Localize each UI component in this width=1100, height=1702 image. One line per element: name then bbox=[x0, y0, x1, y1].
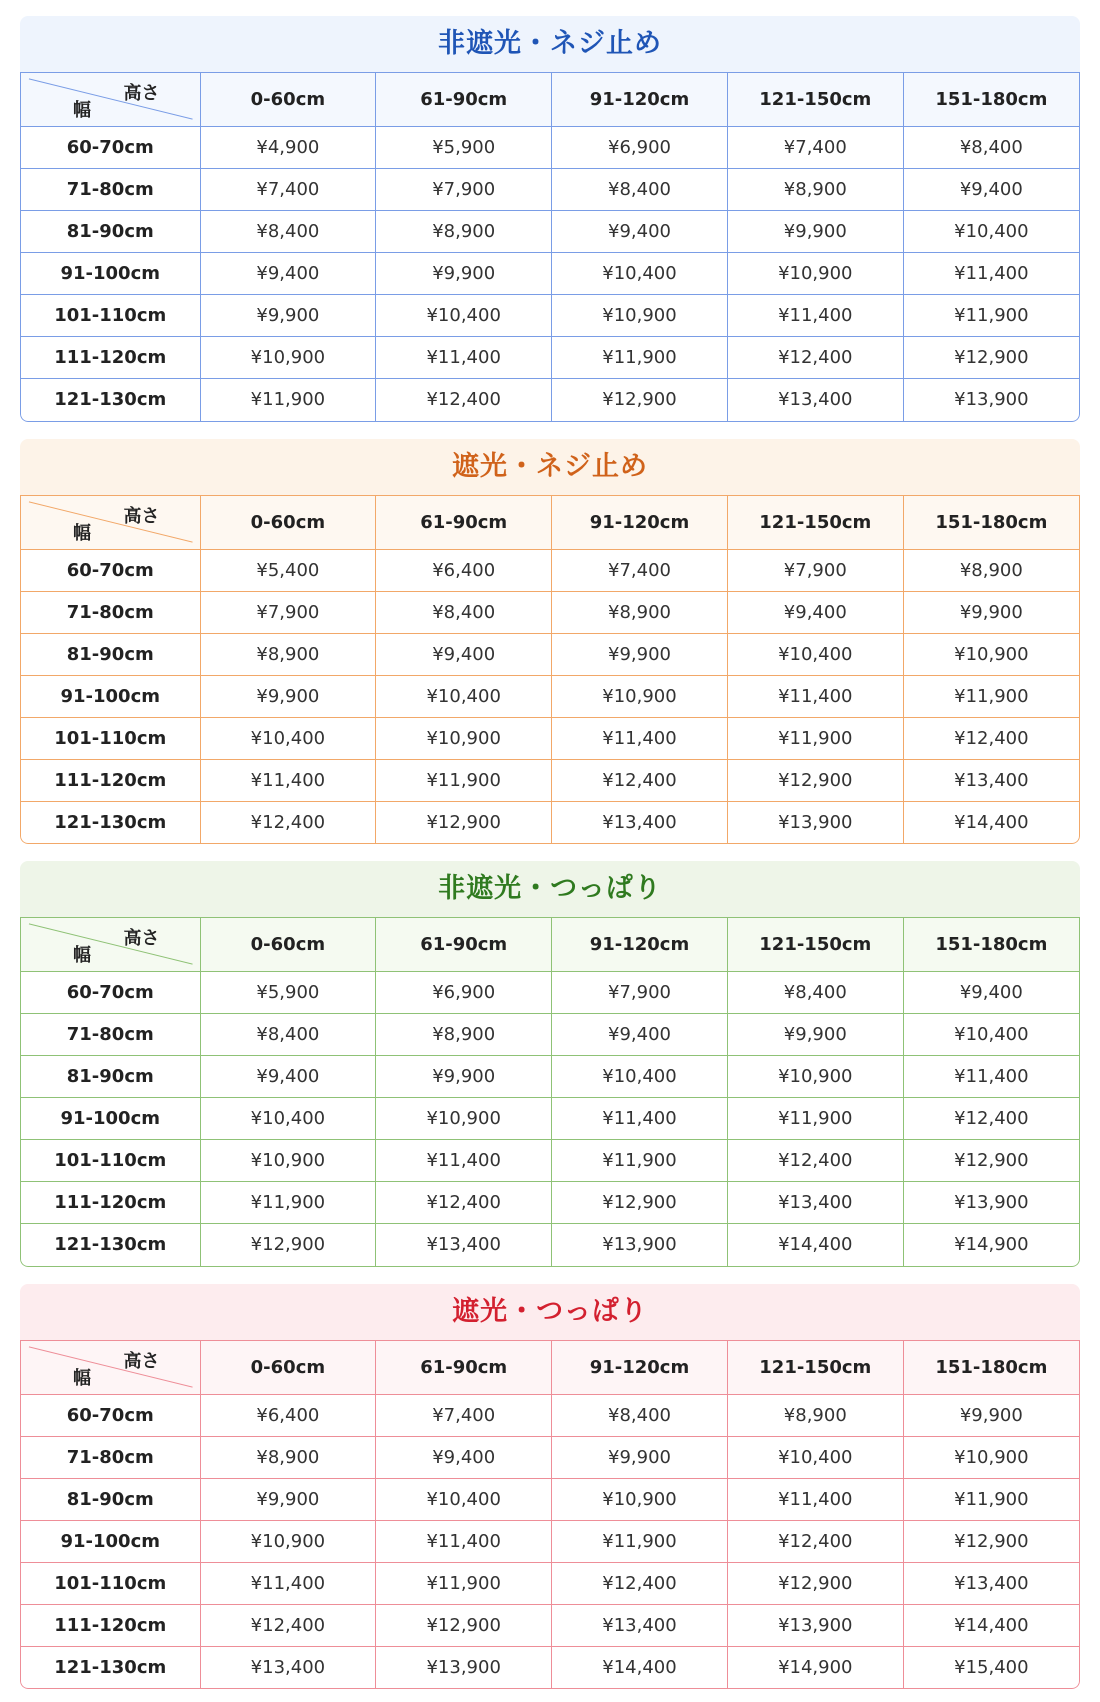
table-row bbox=[21, 633, 1079, 675]
table-row bbox=[21, 759, 1079, 801]
price-cell: ¥10,400 bbox=[200, 1098, 376, 1140]
price-cell: ¥14,400 bbox=[727, 1224, 903, 1266]
row-header: 60-70cm bbox=[21, 549, 200, 591]
price-cell: ¥11,900 bbox=[200, 1182, 376, 1224]
price-cell: ¥13,900 bbox=[903, 379, 1079, 421]
table-row bbox=[21, 1604, 1079, 1646]
column-header: 61-90cm bbox=[376, 495, 552, 549]
diagonal-divider bbox=[21, 496, 200, 549]
table-row bbox=[21, 1098, 1079, 1140]
price-cell: ¥11,400 bbox=[552, 1098, 728, 1140]
row-header: 71-80cm bbox=[21, 1436, 200, 1478]
price-cell: ¥12,900 bbox=[903, 1520, 1079, 1562]
corner-cell bbox=[21, 495, 200, 549]
table-row bbox=[21, 337, 1079, 379]
price-cell: ¥11,400 bbox=[727, 295, 903, 337]
price-cell: ¥6,400 bbox=[376, 549, 552, 591]
price-cell: ¥8,900 bbox=[903, 549, 1079, 591]
price-cell: ¥8,400 bbox=[200, 1014, 376, 1056]
column-header: 91-120cm bbox=[552, 1340, 728, 1394]
price-cell: ¥9,400 bbox=[200, 253, 376, 295]
price-cell: ¥10,400 bbox=[376, 675, 552, 717]
row-header: 91-100cm bbox=[21, 675, 200, 717]
price-cell: ¥7,400 bbox=[727, 127, 903, 169]
table-header-row bbox=[21, 73, 1079, 127]
column-header: 0-60cm bbox=[200, 1340, 376, 1394]
row-header: 121-130cm bbox=[21, 1646, 200, 1688]
width-axis-label: 幅 bbox=[73, 945, 91, 966]
width-axis-label: 幅 bbox=[73, 1367, 91, 1389]
column-header: 91-120cm bbox=[552, 918, 728, 972]
price-cell: ¥12,400 bbox=[727, 1520, 903, 1562]
price-cell: ¥14,400 bbox=[552, 1646, 728, 1688]
price-cell: ¥11,900 bbox=[376, 1562, 552, 1604]
price-cell: ¥13,400 bbox=[376, 1224, 552, 1266]
price-cell: ¥10,400 bbox=[727, 633, 903, 675]
table-row bbox=[21, 127, 1079, 169]
price-cell: ¥10,400 bbox=[200, 717, 376, 759]
price-cell: ¥13,900 bbox=[552, 1224, 728, 1266]
table-row bbox=[21, 1646, 1079, 1688]
table-row bbox=[21, 549, 1079, 591]
row-header: 71-80cm bbox=[21, 169, 200, 211]
column-header: 121-150cm bbox=[727, 1340, 903, 1394]
price-cell: ¥10,900 bbox=[200, 1140, 376, 1182]
price-cell: ¥11,900 bbox=[200, 379, 376, 421]
price-cell: ¥9,400 bbox=[727, 591, 903, 633]
table-row bbox=[21, 717, 1079, 759]
row-header: 60-70cm bbox=[21, 1394, 200, 1436]
column-header: 61-90cm bbox=[376, 918, 552, 972]
price-cell: ¥9,900 bbox=[903, 1394, 1079, 1436]
price-cell: ¥10,900 bbox=[552, 295, 728, 337]
column-header: 0-60cm bbox=[200, 495, 376, 549]
row-header: 91-100cm bbox=[21, 1098, 200, 1140]
price-cell: ¥10,900 bbox=[727, 1056, 903, 1098]
price-cell: ¥10,400 bbox=[552, 253, 728, 295]
table-row bbox=[21, 1140, 1079, 1182]
price-cell: ¥6,400 bbox=[200, 1394, 376, 1436]
row-header: 111-120cm bbox=[21, 1182, 200, 1224]
price-cell: ¥12,900 bbox=[903, 1140, 1079, 1182]
price-cell: ¥14,400 bbox=[903, 1604, 1079, 1646]
column-header: 61-90cm bbox=[376, 1340, 552, 1394]
price-cell: ¥14,400 bbox=[903, 801, 1079, 843]
price-table bbox=[21, 495, 1079, 844]
row-header: 60-70cm bbox=[21, 972, 200, 1014]
row-header: 81-90cm bbox=[21, 211, 200, 253]
diagonal-divider bbox=[21, 73, 200, 126]
column-header: 61-90cm bbox=[376, 73, 552, 127]
price-cell: ¥8,400 bbox=[200, 211, 376, 253]
price-cell: ¥11,900 bbox=[552, 1520, 728, 1562]
price-table bbox=[21, 72, 1079, 421]
price-cell: ¥9,400 bbox=[552, 1014, 728, 1056]
price-cell: ¥12,900 bbox=[727, 759, 903, 801]
row-header: 101-110cm bbox=[21, 1562, 200, 1604]
height-axis-label: 高さ bbox=[123, 83, 160, 104]
section-body bbox=[20, 1340, 1080, 1690]
price-cell: ¥10,400 bbox=[376, 1478, 552, 1520]
diagonal-divider bbox=[21, 1341, 200, 1394]
table-row bbox=[21, 253, 1079, 295]
price-cell: ¥12,900 bbox=[903, 337, 1079, 379]
table-header-row bbox=[21, 918, 1079, 972]
width-axis-label: 幅 bbox=[73, 100, 91, 121]
price-cell: ¥8,900 bbox=[376, 1014, 552, 1056]
price-cell: ¥11,900 bbox=[376, 759, 552, 801]
price-cell: ¥12,400 bbox=[200, 801, 376, 843]
price-cell: ¥12,400 bbox=[727, 1140, 903, 1182]
height-axis-label: 高さ bbox=[123, 928, 160, 949]
price-tables bbox=[20, 16, 1080, 1702]
column-header: 151-180cm bbox=[903, 73, 1079, 127]
price-cell: ¥7,900 bbox=[552, 972, 728, 1014]
table-header-row bbox=[21, 1340, 1079, 1394]
table-row bbox=[21, 1478, 1079, 1520]
price-cell: ¥11,400 bbox=[376, 337, 552, 379]
price-cell: ¥12,900 bbox=[200, 1224, 376, 1266]
price-cell: ¥9,900 bbox=[552, 633, 728, 675]
price-cell: ¥7,900 bbox=[727, 549, 903, 591]
price-cell: ¥13,900 bbox=[376, 1646, 552, 1688]
price-cell: ¥9,900 bbox=[200, 675, 376, 717]
price-cell: ¥11,900 bbox=[552, 1140, 728, 1182]
section-title: 非遮光・つっぱり bbox=[20, 861, 1080, 917]
price-cell: ¥13,400 bbox=[903, 759, 1079, 801]
row-header: 71-80cm bbox=[21, 591, 200, 633]
price-section-4 bbox=[20, 1284, 1080, 1690]
column-header: 151-180cm bbox=[903, 1340, 1079, 1394]
column-header: 91-120cm bbox=[552, 73, 728, 127]
price-cell: ¥11,900 bbox=[727, 717, 903, 759]
column-header: 121-150cm bbox=[727, 73, 903, 127]
table-row bbox=[21, 801, 1079, 843]
price-section-1 bbox=[20, 16, 1080, 422]
price-cell: ¥12,900 bbox=[376, 1604, 552, 1646]
price-cell: ¥11,900 bbox=[552, 337, 728, 379]
price-cell: ¥12,400 bbox=[552, 759, 728, 801]
row-header: 81-90cm bbox=[21, 1478, 200, 1520]
price-cell: ¥7,400 bbox=[376, 1394, 552, 1436]
price-cell: ¥11,400 bbox=[727, 675, 903, 717]
price-cell: ¥8,900 bbox=[727, 1394, 903, 1436]
price-cell: ¥7,900 bbox=[376, 169, 552, 211]
row-header: 101-110cm bbox=[21, 295, 200, 337]
price-section-2 bbox=[20, 439, 1080, 845]
price-cell: ¥10,400 bbox=[903, 211, 1079, 253]
price-cell: ¥9,400 bbox=[903, 169, 1079, 211]
table-row bbox=[21, 1056, 1079, 1098]
table-row bbox=[21, 211, 1079, 253]
section-title: 遮光・ネジ止め bbox=[20, 439, 1080, 495]
column-header: 91-120cm bbox=[552, 495, 728, 549]
price-cell: ¥8,400 bbox=[376, 591, 552, 633]
price-cell: ¥11,400 bbox=[200, 759, 376, 801]
price-cell: ¥9,900 bbox=[376, 1056, 552, 1098]
price-cell: ¥9,400 bbox=[376, 633, 552, 675]
price-cell: ¥7,400 bbox=[552, 549, 728, 591]
price-cell: ¥10,400 bbox=[376, 295, 552, 337]
table-row bbox=[21, 379, 1079, 421]
price-section-3 bbox=[20, 861, 1080, 1267]
height-axis-label: 高さ bbox=[123, 505, 160, 527]
price-cell: ¥12,400 bbox=[200, 1604, 376, 1646]
table-row bbox=[21, 675, 1079, 717]
table-row bbox=[21, 1436, 1079, 1478]
price-cell: ¥14,900 bbox=[727, 1646, 903, 1688]
price-cell: ¥6,900 bbox=[552, 127, 728, 169]
row-header: 121-130cm bbox=[21, 801, 200, 843]
column-header: 151-180cm bbox=[903, 495, 1079, 549]
row-header: 81-90cm bbox=[21, 633, 200, 675]
price-cell: ¥5,900 bbox=[376, 127, 552, 169]
price-cell: ¥13,400 bbox=[552, 801, 728, 843]
price-cell: ¥12,400 bbox=[552, 1562, 728, 1604]
price-cell: ¥8,900 bbox=[552, 591, 728, 633]
table-row bbox=[21, 972, 1079, 1014]
price-cell: ¥6,900 bbox=[376, 972, 552, 1014]
price-cell: ¥8,400 bbox=[727, 972, 903, 1014]
section-body bbox=[20, 917, 1080, 1267]
price-cell: ¥9,400 bbox=[200, 1056, 376, 1098]
price-cell: ¥9,900 bbox=[727, 1014, 903, 1056]
price-cell: ¥10,900 bbox=[903, 1436, 1079, 1478]
price-cell: ¥11,900 bbox=[727, 1098, 903, 1140]
section-title: 非遮光・ネジ止め bbox=[20, 16, 1080, 72]
price-cell: ¥11,400 bbox=[376, 1520, 552, 1562]
price-cell: ¥11,400 bbox=[903, 253, 1079, 295]
price-cell: ¥11,900 bbox=[903, 675, 1079, 717]
price-cell: ¥9,900 bbox=[200, 1478, 376, 1520]
table-row bbox=[21, 1562, 1079, 1604]
price-cell: ¥12,900 bbox=[552, 379, 728, 421]
row-header: 111-120cm bbox=[21, 337, 200, 379]
table-row bbox=[21, 1224, 1079, 1266]
price-cell: ¥10,400 bbox=[727, 1436, 903, 1478]
price-cell: ¥4,900 bbox=[200, 127, 376, 169]
column-header: 121-150cm bbox=[727, 918, 903, 972]
price-cell: ¥13,900 bbox=[727, 1604, 903, 1646]
corner-cell bbox=[21, 918, 200, 972]
price-cell: ¥10,900 bbox=[200, 1520, 376, 1562]
price-cell: ¥12,400 bbox=[727, 337, 903, 379]
price-cell: ¥12,400 bbox=[903, 717, 1079, 759]
diagonal-divider bbox=[21, 918, 200, 971]
price-cell: ¥8,900 bbox=[200, 1436, 376, 1478]
price-cell: ¥10,900 bbox=[376, 1098, 552, 1140]
price-cell: ¥9,900 bbox=[903, 591, 1079, 633]
row-header: 91-100cm bbox=[21, 253, 200, 295]
row-header: 111-120cm bbox=[21, 759, 200, 801]
price-cell: ¥9,900 bbox=[727, 211, 903, 253]
row-header: 71-80cm bbox=[21, 1014, 200, 1056]
row-header: 101-110cm bbox=[21, 1140, 200, 1182]
table-row bbox=[21, 591, 1079, 633]
price-cell: ¥12,900 bbox=[552, 1182, 728, 1224]
corner-cell bbox=[21, 73, 200, 127]
table-row bbox=[21, 295, 1079, 337]
price-cell: ¥13,400 bbox=[727, 379, 903, 421]
row-header: 121-130cm bbox=[21, 379, 200, 421]
row-header: 111-120cm bbox=[21, 1604, 200, 1646]
price-table bbox=[21, 1340, 1079, 1689]
price-cell: ¥12,400 bbox=[903, 1098, 1079, 1140]
price-cell: ¥12,400 bbox=[376, 1182, 552, 1224]
column-header: 0-60cm bbox=[200, 73, 376, 127]
price-cell: ¥8,400 bbox=[903, 127, 1079, 169]
price-cell: ¥9,900 bbox=[200, 295, 376, 337]
table-row bbox=[21, 1182, 1079, 1224]
price-cell: ¥9,400 bbox=[552, 211, 728, 253]
price-cell: ¥9,400 bbox=[376, 1436, 552, 1478]
price-cell: ¥11,400 bbox=[903, 1056, 1079, 1098]
price-cell: ¥11,400 bbox=[200, 1562, 376, 1604]
price-cell: ¥10,900 bbox=[200, 337, 376, 379]
price-cell: ¥10,900 bbox=[376, 717, 552, 759]
price-cell: ¥11,900 bbox=[903, 1478, 1079, 1520]
table-row bbox=[21, 1394, 1079, 1436]
table-header-row bbox=[21, 495, 1079, 549]
corner-cell bbox=[21, 1340, 200, 1394]
section-body bbox=[20, 72, 1080, 422]
price-cell: ¥13,400 bbox=[903, 1562, 1079, 1604]
price-cell: ¥7,400 bbox=[200, 169, 376, 211]
price-cell: ¥10,900 bbox=[552, 675, 728, 717]
price-table bbox=[21, 917, 1079, 1266]
price-cell: ¥8,900 bbox=[200, 633, 376, 675]
price-cell: ¥12,900 bbox=[376, 801, 552, 843]
row-header: 101-110cm bbox=[21, 717, 200, 759]
price-cell: ¥12,400 bbox=[376, 379, 552, 421]
section-title: 遮光・つっぱり bbox=[20, 1284, 1080, 1340]
price-cell: ¥13,900 bbox=[903, 1182, 1079, 1224]
price-cell: ¥9,900 bbox=[376, 253, 552, 295]
section-body bbox=[20, 495, 1080, 845]
row-header: 60-70cm bbox=[21, 127, 200, 169]
price-cell: ¥8,400 bbox=[552, 1394, 728, 1436]
price-cell: ¥13,400 bbox=[552, 1604, 728, 1646]
price-cell: ¥13,400 bbox=[200, 1646, 376, 1688]
price-cell: ¥10,900 bbox=[903, 633, 1079, 675]
price-cell: ¥5,400 bbox=[200, 549, 376, 591]
price-cell: ¥10,400 bbox=[552, 1056, 728, 1098]
price-cell: ¥13,900 bbox=[727, 801, 903, 843]
row-header: 91-100cm bbox=[21, 1520, 200, 1562]
price-cell: ¥11,400 bbox=[552, 717, 728, 759]
price-cell: ¥11,900 bbox=[903, 295, 1079, 337]
column-header: 0-60cm bbox=[200, 918, 376, 972]
table-row bbox=[21, 1520, 1079, 1562]
price-cell: ¥14,900 bbox=[903, 1224, 1079, 1266]
price-cell: ¥10,900 bbox=[552, 1478, 728, 1520]
price-cell: ¥10,900 bbox=[727, 253, 903, 295]
price-cell: ¥13,400 bbox=[727, 1182, 903, 1224]
height-axis-label: 高さ bbox=[123, 1350, 160, 1372]
row-header: 81-90cm bbox=[21, 1056, 200, 1098]
price-cell: ¥11,400 bbox=[727, 1478, 903, 1520]
width-axis-label: 幅 bbox=[73, 522, 91, 544]
price-cell: ¥5,900 bbox=[200, 972, 376, 1014]
price-cell: ¥10,400 bbox=[903, 1014, 1079, 1056]
price-cell: ¥8,400 bbox=[552, 169, 728, 211]
row-header: 121-130cm bbox=[21, 1224, 200, 1266]
price-cell: ¥15,400 bbox=[903, 1646, 1079, 1688]
price-cell: ¥7,900 bbox=[200, 591, 376, 633]
price-cell: ¥12,900 bbox=[727, 1562, 903, 1604]
price-cell: ¥9,900 bbox=[552, 1436, 728, 1478]
column-header: 121-150cm bbox=[727, 495, 903, 549]
price-cell: ¥11,400 bbox=[376, 1140, 552, 1182]
price-cell: ¥9,400 bbox=[903, 972, 1079, 1014]
price-cell: ¥8,900 bbox=[727, 169, 903, 211]
column-header: 151-180cm bbox=[903, 918, 1079, 972]
table-row bbox=[21, 1014, 1079, 1056]
price-cell: ¥8,900 bbox=[376, 211, 552, 253]
table-row bbox=[21, 169, 1079, 211]
